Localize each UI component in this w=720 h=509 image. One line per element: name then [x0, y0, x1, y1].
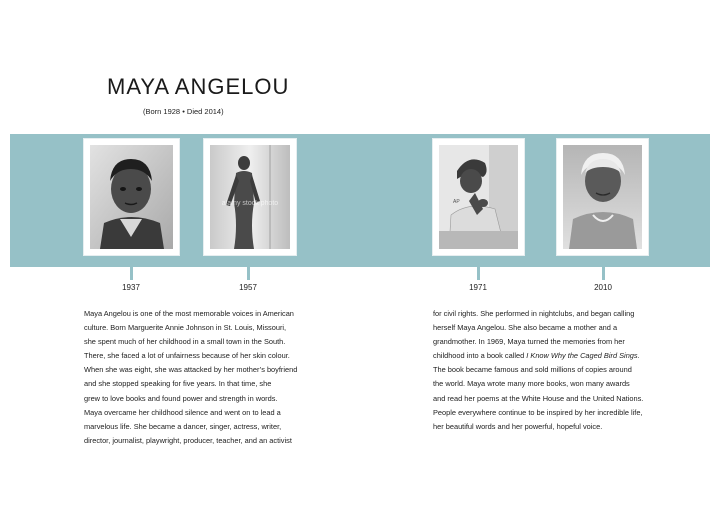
year-1971: 1971	[469, 283, 487, 292]
life-dates: (Born 1928 • Died 2014)	[143, 107, 224, 116]
book-line-prefix: childhood into a book called	[433, 351, 527, 361]
watermark-1957: alamy stock photo	[221, 200, 279, 207]
biography-right-column	[433, 307, 643, 434]
elder-portrait-image	[563, 145, 642, 249]
dancer-portrait-image	[210, 145, 290, 249]
tick-1971	[477, 267, 480, 280]
bio-line: grew to love books and found power and strength in words.	[84, 393, 278, 403]
bio-line: she spent much of her childhood in a small town in the South.	[84, 337, 286, 347]
bio-line: and read her poems at the White House and the United Nations.	[433, 393, 644, 403]
bio-line: for civil rights. She performed in nightclubs, and began calling	[433, 309, 635, 318]
tick-1937	[130, 267, 133, 280]
photo-1971	[433, 139, 524, 255]
photo-2010	[557, 139, 648, 255]
bio-line: and she stopped speaking for five years. In that time, she	[84, 379, 272, 389]
bio-line-book	[433, 349, 643, 363]
bio-line: the world. Maya wrote many more books, won many awards	[433, 379, 630, 389]
bio-line: When she was eight, she was attacked by her mother’s boyfriend	[84, 365, 298, 375]
bio-line: There, she faced a lot of unfairness because of her skin colour.	[84, 351, 290, 361]
photo-1957	[204, 139, 296, 255]
bio-line: herself Maya Angelou. She also became a mother and a	[433, 323, 618, 333]
bio-line: Maya Angelou is one of the most memorable voices in American	[84, 309, 294, 318]
year-1957: 1957	[239, 283, 257, 292]
bio-line: The book became famous and sold millions of copies around	[433, 365, 632, 375]
tick-1957	[247, 267, 250, 280]
year-2010: 2010	[594, 283, 612, 292]
biography-left-column	[84, 307, 297, 448]
book-title: I Know Why the Caged Bird Sings.	[526, 351, 640, 361]
writer-portrait-image	[439, 145, 518, 249]
bio-line: director, journalist, playwright, producer, teacher, and an activist	[84, 435, 292, 445]
bio-line: People everywhere continue to be inspired by her incredible life,	[433, 407, 643, 417]
photo-1937	[84, 139, 179, 255]
watermark-1971: AP	[453, 199, 460, 205]
childhood-portrait-image	[90, 145, 173, 249]
bio-line: culture. Born Marguerite Annie Johnson in St. Louis, Missouri,	[84, 323, 287, 333]
bio-line: grandmother. In 1969, Maya turned the memories from her	[433, 337, 625, 347]
tick-2010	[602, 267, 605, 280]
page-title: MAYA ANGELOU	[107, 74, 290, 99]
bio-line: Maya overcame her childhood silence and went on to lead a	[84, 407, 281, 417]
bio-line: marvelous life. She became a dancer, singer, actress, writer,	[84, 421, 282, 431]
bio-line: her beautiful words and her powerful, hopeful voice.	[433, 421, 603, 431]
year-1937: 1937	[122, 283, 140, 292]
